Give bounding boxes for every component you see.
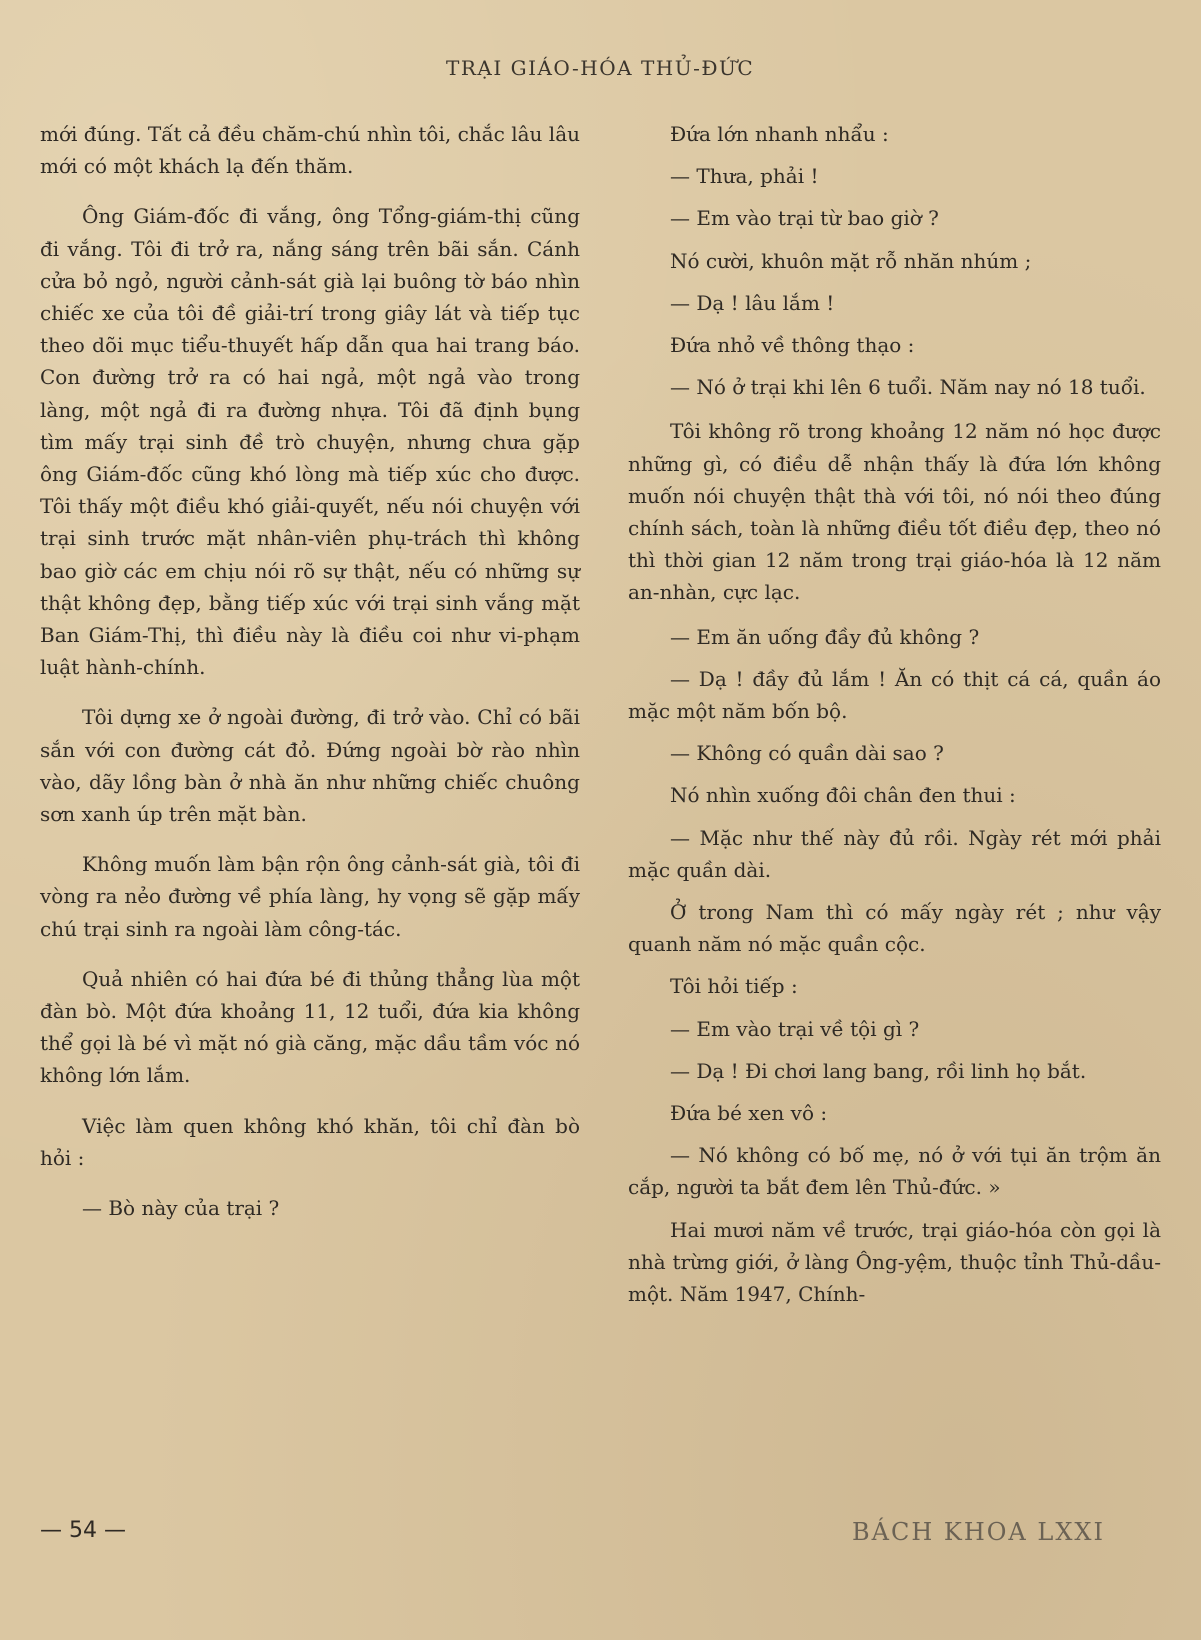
dialog-line: — Em ăn uống đầy đủ không ?	[670, 624, 980, 649]
paragraph: Nó nhìn xuống đôi chân đen thui :	[670, 783, 1016, 808]
paragraph: Đứa lớn nhanh nhẩu :	[670, 122, 889, 146]
left-column	[40, 118, 580, 1242]
page-number: — 54 —	[40, 1518, 126, 1543]
dialog-line: — Nó ở trại khi lên 6 tuổi. Năm nay nó 18 tuổi.	[670, 375, 1146, 400]
dialog-line: — Dạ ! lâu lắm !	[670, 290, 835, 315]
dialog-line: — Không có quần dài sao ?	[670, 741, 944, 766]
paragraph: Không muốn làm bận rộn ông cảnh-sát già, tôi đi vòng ra nẻo đường về phía làng, hy vọng sẽ gặp mấy chú trại sinh ra ngoài làm công-tác.	[40, 852, 580, 941]
paragraph: Ở trong Nam thì có mấy ngày rét ; như vậy quanh năm nó mặc quần cộc.	[628, 900, 1161, 957]
paragraph: Tôi dựng xe ở ngoài đường, đi trở vào. Chỉ có bãi sắn với con đường cát đỏ. Đứng ngoài bờ rào nhìn vào, dãy lồng bàn ở nhà ăn như những chiếc chuông sơn xanh úp trên mặt bàn.	[40, 705, 580, 827]
dialog-line: — Em vào trại từ bao giờ ?	[670, 206, 939, 231]
dialog-line: — Dạ ! đầy đủ lắm ! Ăn có thịt cá cá, quần áo mặc một năm bốn bộ.	[628, 666, 1161, 724]
paragraph: Nó cười, khuôn mặt rỗ nhăn nhúm ;	[670, 248, 1032, 273]
paragraph: Tôi không rõ trong khoảng 12 năm nó học được những gì, có điều dễ nhận thấy là đứa lớn không muốn nói chuyện thật thà với tôi, nó nói theo đúng chính sách, toàn là những điều tốt điều đẹp, theo nó thì thời gian 12 năm trong trại giáo-hóa là 12 năm an-nhàn, cực lạc.	[628, 419, 1161, 605]
dialog-line: — Mặc như thế này đủ rồi. Ngày rét mới phải mặc quần dài.	[628, 825, 1161, 882]
dialog-line: — Dạ ! Đi chơi lang bang, rồi linh họ bắt.	[670, 1058, 1087, 1083]
paragraph: Quả nhiên có hai đứa bé đi thủng thẳng lùa một đàn bò. Một đứa khoảng 11, 12 tuổi, đứa kia không thể gọi là bé vì mặt nó già căng, mặc dầu tầm vóc nó không lớn lắm.	[40, 966, 580, 1088]
paragraph: mới đúng. Tất cả đều chăm-chú nhìn tôi, chắc lâu lâu mới có một khách lạ đến thăm.	[40, 122, 580, 179]
paragraph: Đứa nhỏ về thông thạo :	[670, 333, 915, 358]
paragraph: Ông Giám-đốc đi vắng, ông Tổng-giám-thị cũng đi vắng. Tôi đi trở ra, nắng sáng trên bãi sắn. Cánh cửa bỏ ngỏ, người cảnh-sát già lại buông tờ báo nhìn chiếc xe của tôi đề giải-trí trong giây lát và tiếp tục theo dõi mục tiểu-thuyết hấp dẫn qua hai trang báo. Con đường trở ra có hai ngả, một ngả vào trong làng, một ngả đi ra đường nhựa. Tôi đã định bụng tìm mấy trại sinh đề trò chuyện, nhưng chưa gặp ông Giám-đốc cũng khó lòng mà tiếp xúc cho được. Tôi thấy một điều khó giải-quyết, nếu nói chuyện với trại sinh trước mặt nhân-viên phụ-trách thì không bao giờ các em chịu nói rõ sự thật, nếu có những sự thật không đẹp, bằng tiếp xúc với trại sinh vắng mặt Ban Giám-Thị, thì điều này là điều coi như vi-phạm luật hành-chính.	[40, 204, 580, 680]
paragraph: Tôi hỏi tiếp :	[670, 974, 798, 999]
paragraph: Hai mươi năm về trước, trại giáo-hóa còn gọi là nhà trừng giới, ở làng Ông-yệm, thuộc tỉnh Thủ-dầu-một. Năm 1947, Chính-	[628, 1217, 1161, 1307]
right-column	[628, 118, 1161, 1310]
dialog-line: — Thưa, phải !	[670, 164, 819, 189]
paragraph: Việc làm quen không khó khăn, tôi chỉ đàn bò hỏi :	[40, 1113, 580, 1170]
running-header: TRẠI GIÁO-HÓA THỦ-ĐỨC	[446, 56, 755, 80]
paragraph: Đứa bé xen vô :	[670, 1101, 828, 1126]
dialog-line: — Em vào trại về tội gì ?	[670, 1016, 920, 1041]
dialog-line: — Nó không có bố mẹ, nó ở với tụi ăn trộm ăn cắp, người ta bắt đem lên Thủ-đức. »	[628, 1143, 1161, 1200]
dialog-line: — Bò này của trại ?	[82, 1196, 280, 1221]
journal-name: BÁCH KHOA LXXI	[852, 1518, 1105, 1546]
